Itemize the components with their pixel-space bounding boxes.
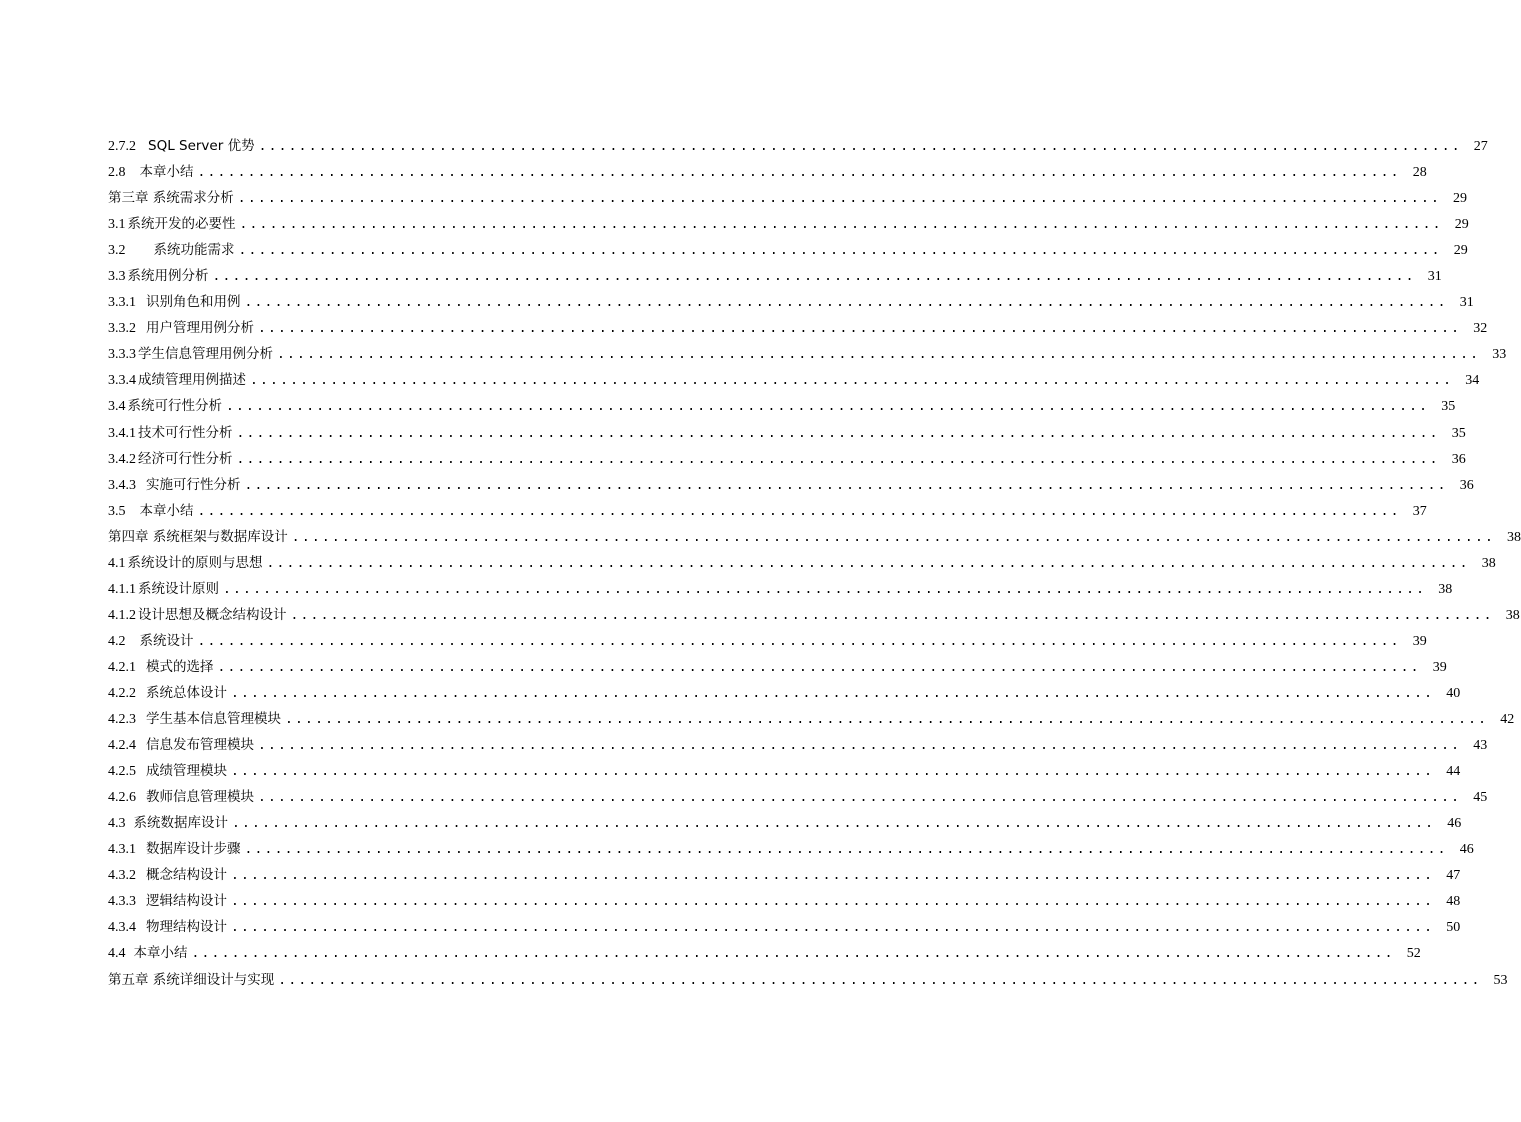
dot-leader: ........................................................................................................................ — [258, 790, 1462, 806]
toc-entry[interactable] — [108, 680, 1461, 706]
toc-entry-label: SQL Server 优势 — [148, 138, 255, 154]
toc-entry-number: 4.2.5 — [108, 764, 136, 780]
toc-entry-page-number: 52 — [1406, 946, 1421, 962]
dot-leader: ........................................................................................................................ — [236, 425, 1440, 441]
toc-entry-page-number: 35 — [1441, 399, 1456, 415]
toc-entry-title — [108, 940, 188, 967]
toc-entry-number: 4.3 — [108, 816, 126, 832]
toc-entry-number: 3.3.1 — [108, 295, 136, 311]
toc-entry-page-number: 40 — [1446, 685, 1461, 701]
toc-entry-page-number: 44 — [1446, 764, 1461, 780]
toc-entry-page-number: 27 — [1473, 139, 1488, 154]
toc-entry-page-number: 36 — [1451, 451, 1466, 467]
toc-entry-label: 概念结构设计 — [146, 867, 227, 884]
toc-entry[interactable] — [108, 498, 1427, 524]
toc-entry-page-number: 38 — [1481, 555, 1496, 571]
toc-entry-title — [108, 654, 214, 681]
toc-entry-label: 第四章 系统框架与数据库设计 — [108, 528, 288, 545]
toc-entry[interactable] — [108, 315, 1488, 341]
toc-entry[interactable] — [108, 758, 1461, 784]
toc-entry-label: 系统总体设计 — [146, 684, 227, 701]
toc-entry-title — [108, 289, 241, 316]
toc-entry[interactable] — [108, 967, 1508, 993]
toc-entry-label: 本章小结 — [139, 164, 194, 181]
toc-entry-title — [108, 914, 227, 941]
toc-entry-label: 系统可行性分析 — [127, 398, 222, 415]
dot-leader: ........................................................................................................................ — [236, 451, 1440, 467]
dot-leader: ........................................................................................................................ — [291, 529, 1495, 545]
toc-entry-label: 逻辑结构设计 — [146, 893, 227, 910]
toc-entry-title — [108, 315, 254, 342]
dot-leader: ........................................................................................................................ — [223, 581, 1427, 597]
toc-entry[interactable] — [108, 472, 1474, 498]
dot-leader: ........................................................................................................................ — [250, 373, 1454, 389]
toc-entry-page-number: 45 — [1473, 790, 1488, 806]
toc-entry-page-number: 46 — [1447, 816, 1462, 832]
toc-entry-page-number: 28 — [1412, 165, 1427, 181]
toc-entry-title — [108, 393, 222, 420]
toc-entry-title — [108, 836, 241, 863]
toc-entry-title — [108, 550, 263, 577]
toc-entry-title — [108, 758, 227, 785]
toc-entry-page-number: 38 — [1438, 581, 1453, 597]
toc-entry-label: 用户管理用例分析 — [146, 320, 254, 337]
toc-entry-label: 第五章 系统详细设计与实现 — [108, 971, 275, 988]
toc-entry-number: 4.3.2 — [108, 868, 136, 884]
toc-entry-label: 实施可行性分析 — [146, 476, 241, 493]
toc-entry[interactable] — [108, 862, 1461, 888]
toc-entry[interactable] — [108, 732, 1488, 758]
toc-entry-page-number: 35 — [1451, 425, 1466, 441]
dot-leader: ........................................................................................................................ — [197, 165, 1401, 181]
toc-entry-title — [108, 341, 273, 368]
toc-entry-label: 系统用例分析 — [127, 268, 209, 285]
dot-leader: ........................................................................................................................ — [278, 972, 1482, 988]
toc-entry[interactable] — [108, 888, 1461, 914]
toc-entry-label: 第三章 系统需求分析 — [108, 190, 234, 207]
toc-entry-title — [108, 367, 246, 394]
toc-entry-title — [108, 133, 255, 160]
dot-leader: ........................................................................................................................ — [277, 347, 1481, 363]
toc-entry-number: 3.1 — [108, 217, 126, 233]
toc-entry-number: 4.1 — [108, 555, 126, 571]
dot-leader: ........................................................................................................................ — [197, 633, 1401, 649]
toc-entry-title — [108, 237, 235, 264]
toc-entry-page-number: 47 — [1446, 868, 1461, 884]
toc-entry-page-number: 29 — [1454, 217, 1469, 233]
dot-leader: ........................................................................................................................ — [266, 555, 1470, 571]
toc-entry-title — [108, 810, 228, 837]
toc-entry-number: 4.2.2 — [108, 685, 136, 701]
toc-entry-title — [108, 498, 194, 525]
dot-leader: ........................................................................................................................ — [231, 894, 1435, 910]
toc-entry-page-number: 37 — [1412, 503, 1427, 519]
toc-entry[interactable] — [108, 914, 1461, 940]
dot-leader: ........................................................................................................................ — [212, 269, 1416, 285]
toc-entry-title — [108, 732, 254, 759]
toc-entry[interactable] — [108, 420, 1466, 446]
dot-leader: ........................................................................................................................ — [237, 191, 1441, 207]
toc-entry-label: 模式的选择 — [146, 658, 214, 675]
toc-entry[interactable] — [108, 706, 1515, 732]
toc-entry-number: 4.3.1 — [108, 842, 136, 858]
toc-entry-label: 系统设计原则 — [138, 580, 219, 597]
toc-entry-page-number: 34 — [1465, 373, 1480, 389]
toc-entry-title — [108, 159, 194, 186]
dot-leader: ........................................................................................................................ — [285, 712, 1489, 728]
toc-entry-number: 4.2.1 — [108, 659, 136, 675]
toc-entry[interactable] — [108, 367, 1480, 393]
toc-entry-page-number: 46 — [1459, 842, 1474, 858]
dot-leader: ........................................................................................................................ — [258, 139, 1462, 154]
toc-entry-title — [108, 211, 236, 238]
toc-entry-label: 学生基本信息管理模块 — [146, 711, 281, 728]
toc-entry-number: 3.4 — [108, 399, 126, 415]
toc-entry-label: 系统开发的必要性 — [127, 216, 236, 233]
toc-entry-title — [108, 472, 241, 499]
toc-entry-number: 4.1.1 — [108, 581, 136, 597]
toc-entry-number: 4.2.6 — [108, 790, 136, 806]
dot-leader: ........................................................................................................................ — [231, 868, 1435, 884]
toc-entry-label: 系统设计 — [139, 632, 194, 649]
toc-entry-title — [108, 888, 227, 915]
toc-entry-number: 4.3.4 — [108, 920, 136, 936]
toc-entry-page-number: 53 — [1493, 972, 1508, 988]
toc-entry-page-number: 50 — [1446, 920, 1461, 936]
dot-leader: ........................................................................................................................ — [244, 477, 1448, 493]
toc-entry[interactable] — [108, 524, 1521, 550]
dot-leader: ........................................................................................................................ — [244, 295, 1448, 311]
toc-entry-label: 成绩管理模块 — [146, 763, 227, 780]
toc-entry[interactable] — [108, 289, 1474, 315]
toc-entry[interactable] — [108, 550, 1496, 576]
toc-entry-label: 系统设计的原则与思想 — [127, 554, 263, 571]
toc-entry[interactable] — [108, 393, 1456, 419]
toc-entry-label: 设计思想及概念结构设计 — [138, 606, 287, 623]
toc-entry-title — [108, 967, 274, 993]
toc-entry-page-number: 33 — [1492, 347, 1507, 363]
toc-entry-title — [108, 784, 254, 811]
toc-entry[interactable] — [108, 133, 1488, 159]
toc-entry-title — [108, 628, 194, 655]
toc-entry-label: 物理结构设计 — [146, 919, 227, 936]
toc-entry[interactable] — [108, 654, 1447, 680]
toc-entry-number: 3.3.4 — [108, 373, 136, 389]
toc-entry[interactable] — [108, 263, 1442, 289]
toc-entry-number: 3.4.3 — [108, 477, 136, 493]
toc-entry-label: 学生信息管理用例分析 — [138, 346, 273, 363]
toc-entry-label: 本章小结 — [133, 945, 188, 962]
toc-entry-page-number: 48 — [1446, 894, 1461, 910]
toc-entry-title — [108, 862, 227, 889]
toc-entry[interactable] — [108, 602, 1520, 628]
toc-entry-page-number: 39 — [1412, 633, 1427, 649]
toc-entry[interactable] — [108, 237, 1468, 263]
toc-entry[interactable] — [108, 185, 1467, 211]
toc-entry-label: 成绩管理用例描述 — [138, 372, 246, 389]
toc-entry-number: 4.2.4 — [108, 738, 136, 754]
toc-entry[interactable] — [108, 836, 1474, 862]
toc-entry-title — [108, 420, 233, 447]
toc-entry-page-number: 38 — [1505, 607, 1520, 623]
dot-leader: ........................................................................................................................ — [290, 607, 1494, 623]
toc-entry-number: 3.3.3 — [108, 347, 136, 363]
dot-leader: ........................................................................................................................ — [258, 321, 1462, 337]
toc-entry[interactable] — [108, 341, 1507, 367]
toc-entry-title — [108, 185, 234, 211]
toc-entry-page-number: 43 — [1473, 738, 1488, 754]
toc-entry-number: 3.2 — [108, 243, 126, 259]
toc-entry-label: 技术可行性分析 — [138, 424, 233, 441]
toc-entry-page-number: 36 — [1459, 477, 1474, 493]
dot-leader: ........................................................................................................................ — [244, 842, 1448, 858]
toc-entry-number: 3.4.1 — [108, 425, 136, 441]
toc-entry[interactable] — [108, 576, 1453, 602]
toc-entry-page-number: 29 — [1453, 191, 1467, 207]
dot-leader: ........................................................................................................................ — [231, 764, 1435, 780]
toc-entry-label: 经济可行性分析 — [138, 450, 233, 467]
toc-entry-number: 2.7.2 — [108, 139, 136, 154]
toc-entry[interactable] — [108, 784, 1488, 810]
toc-entry-title — [108, 680, 227, 707]
dot-leader: ........................................................................................................................ — [232, 816, 1436, 832]
toc-entry-number: 4.2.3 — [108, 712, 136, 728]
toc-entry[interactable] — [108, 446, 1466, 472]
toc-entry-label: 数据库设计步骤 — [146, 841, 241, 858]
toc-entry-label: 信息发布管理模块 — [146, 737, 254, 754]
dot-leader: ........................................................................................................................ — [191, 946, 1395, 962]
toc-entry-page-number: 42 — [1500, 712, 1515, 728]
dot-leader: ........................................................................................................................ — [217, 659, 1421, 675]
dot-leader: ........................................................................................................................ — [239, 217, 1443, 233]
toc-entry-number: 3.4.2 — [108, 451, 136, 467]
toc-entry[interactable] — [108, 810, 1462, 836]
dot-leader: ........................................................................................................................ — [231, 685, 1435, 701]
toc-entry[interactable] — [108, 211, 1469, 237]
toc-entry-title — [108, 446, 233, 473]
toc-entry-title — [108, 263, 209, 290]
dot-leader: ........................................................................................................................ — [226, 399, 1430, 415]
toc-entry-number: 2.8 — [108, 165, 126, 181]
toc-entry-number: 4.4 — [108, 946, 126, 962]
toc-entry-title — [108, 576, 219, 603]
toc-entry-label: 系统数据库设计 — [133, 815, 228, 832]
toc-entry[interactable] — [108, 940, 1421, 966]
toc-entry-title — [108, 524, 288, 550]
toc-entry-page-number: 29 — [1453, 243, 1468, 259]
toc-entry-page-number: 39 — [1432, 659, 1447, 675]
toc-entry-label: 教师信息管理模块 — [146, 789, 254, 806]
toc-entry-label: 识别角色和用例 — [146, 294, 241, 311]
toc-entry[interactable] — [108, 159, 1427, 185]
toc-entry-number: 4.2 — [108, 633, 126, 649]
toc-entry-title — [108, 706, 281, 733]
toc-entry[interactable] — [108, 628, 1427, 654]
dot-leader: ........................................................................................................................ — [231, 920, 1435, 936]
toc-entry-page-number: 31 — [1427, 269, 1442, 285]
dot-leader: ........................................................................................................................ — [197, 503, 1401, 519]
toc-entry-number: 3.3 — [108, 269, 126, 285]
toc-entry-number: 4.3.3 — [108, 894, 136, 910]
toc-entry-page-number: 32 — [1473, 321, 1488, 337]
toc-entry-label: 本章小结 — [139, 502, 194, 519]
dot-leader: ........................................................................................................................ — [258, 738, 1462, 754]
toc-entry-label: 系统功能需求 — [153, 242, 235, 259]
toc-entry-number: 3.5 — [108, 503, 126, 519]
toc-entry-page-number: 31 — [1459, 295, 1474, 311]
toc-entry-number: 3.3.2 — [108, 321, 136, 337]
table-of-contents — [108, 133, 1521, 993]
toc-entry-number: 4.1.2 — [108, 607, 136, 623]
dot-leader: ........................................................................................................................ — [238, 243, 1442, 259]
toc-entry-title — [108, 602, 287, 629]
toc-entry-page-number: 38 — [1507, 529, 1521, 545]
